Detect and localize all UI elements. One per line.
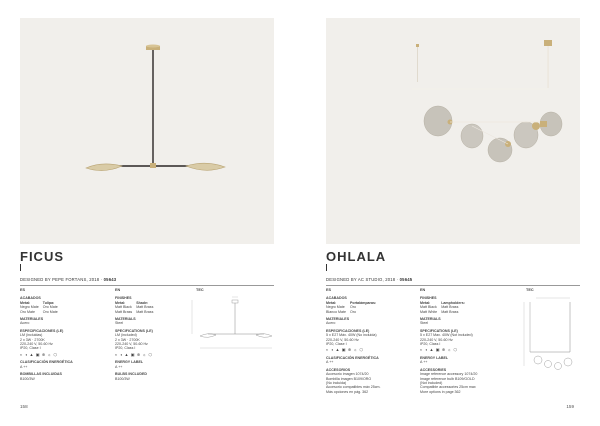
accessory-line: (No incluida) bbox=[326, 380, 347, 385]
designer-credit bbox=[326, 277, 412, 282]
designer-text: DESIGNED BY AC STUDIO, 2018 · bbox=[326, 277, 400, 282]
accessory-line: Accesorio imagen 1074/20 bbox=[326, 372, 369, 377]
accessory-line: (Not included) bbox=[420, 380, 443, 385]
tec-label: TEC bbox=[196, 288, 204, 292]
certification-icons: ◐ ◑ ▲ ▣ ⊕ ☼ ⬡ bbox=[420, 347, 458, 353]
energy-heading: ENERGY LABEL bbox=[115, 360, 144, 365]
finish-col-head: Shade: bbox=[136, 300, 149, 305]
spec-column-es bbox=[326, 288, 390, 394]
designer-text: DESIGNED BY PEPE FORTANS, 2018 · bbox=[20, 277, 104, 282]
spec-line: IP20, Class I bbox=[420, 342, 441, 347]
spec-line: 220-240 V, 50-60 Hz bbox=[420, 337, 453, 342]
materials-heading: MATERIALS bbox=[420, 317, 441, 322]
bulbs-heading: BULBS INCLUDED bbox=[115, 372, 147, 377]
finish-cell: Oro Mate bbox=[20, 309, 35, 314]
finish-cell: Matt Brass bbox=[136, 305, 154, 310]
bulbs-value: B100/3W bbox=[115, 376, 130, 381]
ohlala-technical-drawing bbox=[522, 296, 578, 386]
accessory-line: More options in page 362 bbox=[420, 389, 461, 394]
finish-col-head: Metal: bbox=[326, 300, 337, 305]
accessory-line: Accesorio compatibles máx 25cm. bbox=[326, 385, 381, 390]
finish-cell: Oro Mate bbox=[42, 305, 58, 310]
materials-heading: MATERIALS bbox=[115, 317, 136, 322]
accessory-line: Compatible accessories 25cm max bbox=[420, 385, 476, 390]
materials-heading: MATERIALES bbox=[20, 317, 44, 322]
designer-credit bbox=[20, 277, 116, 282]
accessories-heading: ACCESSORIES bbox=[420, 367, 447, 372]
finishes-heading: FINISHES bbox=[115, 296, 132, 301]
designer-code: 05643 bbox=[103, 277, 117, 282]
title-accent-bar bbox=[20, 264, 21, 271]
finishes-table bbox=[115, 301, 177, 314]
accessory-line: Más opciones en pág. 362 bbox=[326, 389, 369, 394]
product-title: FICUS bbox=[20, 249, 64, 264]
finish-col-head: Portalámparas: bbox=[349, 300, 377, 305]
finishes-table bbox=[420, 301, 486, 314]
tec-label: TEC bbox=[526, 288, 534, 292]
energy-heading: CLASIFICACIÓN ENERGÉTICA bbox=[326, 355, 379, 360]
accessory-line: Bombilla imagen B109/ORO bbox=[326, 376, 372, 381]
lang-label: EN bbox=[115, 288, 121, 292]
finish-col-head: Tulipa: bbox=[42, 300, 55, 305]
finish-cell: Matt Black bbox=[420, 305, 437, 310]
finish-cell: Matt Brass bbox=[136, 309, 154, 314]
section-divider bbox=[326, 285, 580, 286]
product-title: OHLALA bbox=[326, 249, 387, 264]
lang-label: EN bbox=[420, 288, 426, 292]
energy-heading: CLASIFICACIÓN ENERGÉTICA bbox=[20, 360, 73, 365]
materials-value: Steel bbox=[420, 321, 429, 326]
spec-line: LM (included) bbox=[115, 333, 137, 338]
finish-col-head: Metal: bbox=[420, 300, 431, 305]
spec-line: 5 x E27 Máx. 40W (No incluida) bbox=[326, 333, 377, 338]
section-divider bbox=[20, 285, 274, 286]
finish-col-head: Metal: bbox=[20, 300, 31, 305]
specs-heading: ESPECIFICACIONES (LE) bbox=[326, 328, 370, 333]
spec-line: IP20, Clase I bbox=[326, 342, 347, 347]
finish-cell: Matt Brass bbox=[441, 305, 459, 310]
ohlala-product-photo bbox=[326, 18, 580, 244]
finish-cell: Oro bbox=[349, 305, 356, 310]
finishes-table bbox=[20, 301, 82, 314]
finish-col-head: Metal: bbox=[115, 300, 126, 305]
materials-value: Acero bbox=[326, 321, 336, 326]
spec-line: 5 x E27 Max. 40W (Not included) bbox=[420, 333, 473, 338]
finish-col-head: Lampholders: bbox=[441, 300, 465, 305]
certification-icons: ◐ ◑ ▲ ▣ ⊕ ☼ ⬡ bbox=[20, 351, 58, 357]
finish-cell: Negro Mate bbox=[326, 305, 345, 310]
bulbs-value: B100/3W bbox=[20, 376, 35, 381]
ohlala-lamp-illustration bbox=[326, 18, 580, 244]
ficus-product-photo bbox=[20, 18, 274, 244]
energy-heading: ENERGY LABEL bbox=[420, 355, 449, 360]
finish-cell: Matt White bbox=[420, 309, 438, 314]
spec-line: 220-240 V, 50-60 Hz bbox=[20, 342, 53, 347]
lang-label: ES bbox=[20, 288, 26, 292]
spec-line: IP20, Class I bbox=[115, 346, 136, 351]
spec-column-en bbox=[420, 288, 486, 394]
certification-icons: ◐ ◑ ▲ ▣ ⊕ ☼ ⬡ bbox=[326, 347, 364, 353]
specs-heading: SPECIFICATIONS (LE) bbox=[115, 328, 153, 333]
energy-value: A ++ bbox=[420, 360, 428, 365]
specs-heading: ESPECIFICACIONES (LE) bbox=[20, 328, 64, 333]
lang-label: ES bbox=[326, 288, 332, 292]
spec-column-es bbox=[20, 288, 82, 381]
energy-value: A ++ bbox=[20, 364, 28, 369]
spec-column-en bbox=[115, 288, 177, 381]
ficus-lamp-illustration bbox=[20, 18, 274, 244]
energy-value: A ++ bbox=[326, 360, 334, 365]
finishes-heading: ACABADOS bbox=[326, 296, 347, 301]
title-accent-bar bbox=[326, 264, 327, 271]
bulbs-heading: BOMBILLAS INCLUIDAS bbox=[20, 372, 62, 377]
right-page bbox=[300, 0, 600, 426]
ficus-technical-drawing bbox=[186, 296, 274, 360]
finishes-heading: FINISHES bbox=[420, 296, 437, 301]
finishes-table bbox=[326, 301, 390, 314]
specs-heading: SPECIFICATIONS (LE) bbox=[420, 328, 458, 333]
finish-cell: Blanco Mate bbox=[326, 309, 346, 314]
energy-value: A ++ bbox=[115, 364, 123, 369]
spec-line: 220-240 V, 50-60 Hz bbox=[326, 337, 359, 342]
accessory-line: Image reference bulb B109/GOLD bbox=[420, 376, 475, 381]
finish-cell: Matt Black bbox=[115, 305, 132, 310]
page-number: 159 bbox=[566, 404, 574, 409]
finish-cell: Negro Mate bbox=[20, 305, 39, 310]
finish-cell: Oro Mate bbox=[42, 309, 58, 314]
spec-line: IP20, Clase I bbox=[20, 346, 41, 351]
spec-line: 2 x 3W · 2700K bbox=[20, 337, 45, 342]
certification-icons: ◐ ◑ ▲ ▣ ⊕ ☼ ⬡ bbox=[115, 351, 153, 357]
finish-cell: Oro bbox=[349, 309, 356, 314]
materials-value: Steel bbox=[115, 321, 124, 326]
finishes-heading: ACABADOS bbox=[20, 296, 41, 301]
spec-line: 220-240 V, 50-60 Hz bbox=[115, 342, 148, 347]
accessory-line: Image reference accessory 1074/20 bbox=[420, 372, 478, 377]
accessories-heading: ACCESORIOS bbox=[326, 367, 351, 372]
finish-cell: Matt Brass bbox=[441, 309, 459, 314]
materials-value: Acero bbox=[20, 321, 30, 326]
spec-line: LM (incluidas) bbox=[20, 333, 43, 338]
designer-code: 05645 bbox=[399, 277, 413, 282]
spec-line: 2 x 3W · 2700K bbox=[115, 337, 140, 342]
materials-heading: MATERIALES bbox=[326, 317, 350, 322]
page-number: 158 bbox=[20, 404, 28, 409]
finish-cell: Matt Brass bbox=[115, 309, 133, 314]
